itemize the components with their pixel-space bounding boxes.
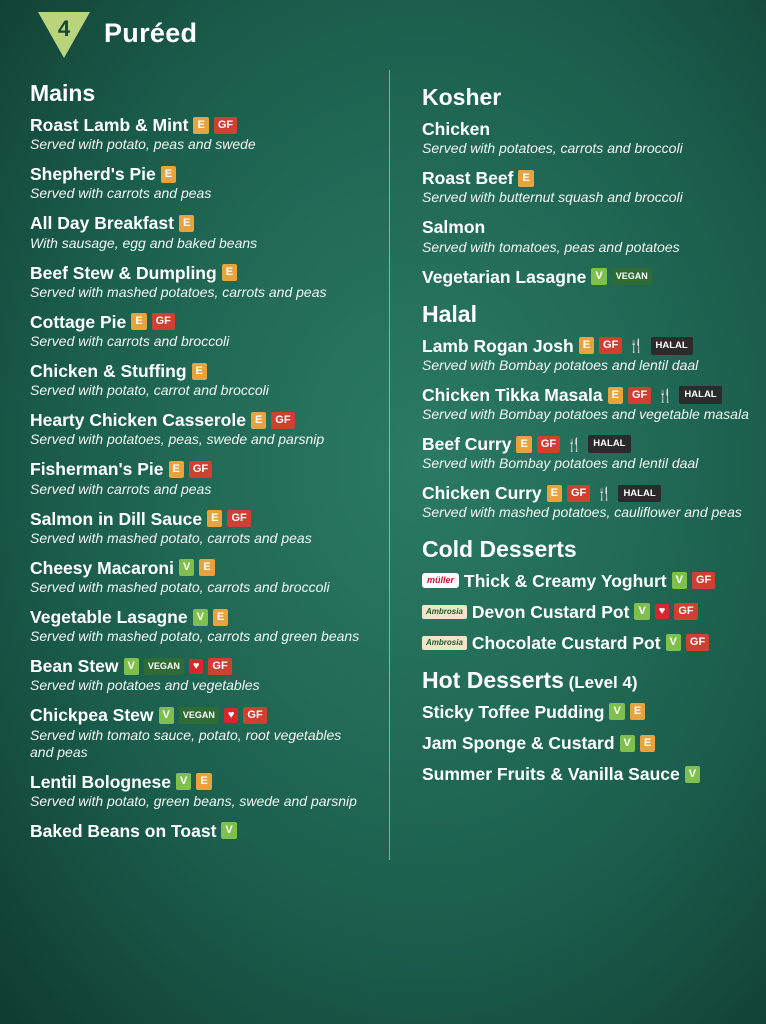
menu-item-description: Served with mashed potato, carrots and green beans [30, 628, 360, 645]
menu-item-name: Chocolate Custard Pot [471, 632, 661, 653]
menu-columns [0, 62, 766, 852]
section-title: Kosher [422, 84, 502, 110]
menu-item-name: Fisherman's Pie [30, 459, 164, 480]
menu-item-description: With sausage, egg and baked beans [30, 234, 258, 251]
menu-item [30, 821, 392, 841]
tag-e: E [518, 170, 533, 187]
tag-e: E [251, 412, 266, 429]
tag-gf: GF [271, 412, 294, 429]
menu-item-name: Chicken Tikka Masala [422, 384, 603, 405]
menu-item-header [30, 656, 392, 676]
menu-item-header [422, 483, 766, 503]
menu-item-header [422, 633, 766, 653]
tag-v: V [666, 634, 681, 651]
menu-item-description: Served with potato, carrot and broccoli [30, 382, 269, 399]
tag-v: V [176, 773, 191, 790]
menu-item [422, 336, 766, 374]
menu-item-header [30, 558, 392, 578]
menu-item-description: Served with mashed potatoes, cauliflower and peas [422, 504, 742, 521]
menu-item-description: Served with butternut squash and broccoli [422, 189, 683, 206]
menu-item-name: Chicken & Stuffing [30, 361, 187, 382]
page-header [0, 0, 766, 62]
menu-item [422, 571, 766, 591]
menu-item-description: Served with carrots and broccoli [30, 332, 230, 349]
menu-item [30, 656, 392, 694]
menu-item-header [422, 733, 766, 753]
section-heading-cold-desserts [422, 536, 766, 563]
menu-item-description: Served with Bombay potatoes and vegetable masala [422, 406, 749, 423]
section-title: Halal [422, 300, 477, 327]
tag-v: V [591, 268, 606, 285]
menu-item-header [30, 821, 392, 841]
tag-e: E [199, 559, 214, 576]
menu-item [422, 483, 766, 521]
tag-gf: GF [567, 485, 590, 502]
menu-item [422, 385, 766, 423]
tag-vegan: VEGAN [612, 268, 652, 285]
menu-item-header [422, 702, 766, 722]
tag-e: E [193, 117, 208, 134]
menu-item-name: Roast Beef [422, 168, 514, 189]
menu-item-name: Chicken Curry [422, 483, 542, 504]
menu-item-description: Served with tomato sauce, potato, root vegetables and peas [30, 726, 342, 760]
menu-item-header [422, 217, 766, 237]
tag-halal: HALAL [651, 337, 693, 355]
tag-gf: GF [599, 337, 622, 354]
menu-item-name: Salmon in Dill Sauce [30, 508, 203, 529]
tag-v: V [193, 609, 208, 626]
menu-item-name: Chicken [422, 119, 491, 139]
menu-item [30, 509, 392, 547]
menu-item-header [30, 213, 392, 233]
tag-gf: GF [628, 387, 651, 404]
menu-item [422, 217, 766, 255]
tag-v: V [634, 603, 649, 620]
menu-item-description: Served with potatoes, carrots and broccoli [422, 140, 683, 157]
tag-e: E [161, 166, 176, 183]
tag-e: E [169, 461, 184, 478]
tag-ambrosia: Ambrosia [422, 636, 467, 650]
menu-item [30, 361, 392, 399]
menu-item-description: Served with potato, peas and swede [30, 136, 256, 153]
tag-e: E [516, 436, 531, 453]
menu-item [30, 263, 392, 301]
menu-item-header [30, 361, 392, 381]
menu-item-header [422, 385, 766, 405]
tag-heart: ♥ [655, 604, 670, 619]
right-column [392, 70, 766, 852]
menu-item-header [30, 607, 392, 627]
menu-item-name: Baked Beans on Toast [30, 820, 217, 841]
menu-item-description: Served with Bombay potatoes and lentil daal [422, 455, 699, 472]
menu-item-header [30, 164, 392, 184]
menu-item-description: Served with potato, green beans, swede and parsnip [30, 792, 357, 809]
tag-halal: HALAL [679, 386, 721, 404]
menu-item [30, 607, 392, 645]
tag-gf: GF [243, 707, 266, 724]
tag-e: E [608, 387, 623, 404]
menu-item [422, 733, 766, 753]
menu-item-header [30, 410, 392, 430]
menu-item-name: Beef Curry [422, 434, 512, 455]
menu-item [30, 213, 392, 251]
tag-gf: GF [686, 634, 709, 651]
section-heading-mains [30, 80, 392, 107]
section-title: Cold Desserts [422, 535, 577, 562]
menu-item [30, 459, 392, 497]
menu-item-header [422, 764, 766, 784]
tag-gf: GF [208, 658, 231, 675]
menu-item [422, 267, 766, 287]
menu-item-description: Served with carrots and peas [30, 185, 212, 202]
tag-gf: GF [537, 436, 560, 453]
section-title: Hot Desserts [422, 666, 564, 693]
tag-v: V [124, 658, 139, 675]
tag-e: E [579, 337, 594, 354]
menu-item-name: Vegetable Lasagne [30, 607, 188, 628]
menu-item-description: Served with potatoes and vegetables [30, 677, 260, 694]
menu-item [422, 119, 766, 157]
menu-item-name: Cheesy Macaroni [30, 557, 174, 578]
menu-item [422, 702, 766, 722]
tag-gf: GF [214, 117, 237, 134]
menu-item-header [422, 267, 766, 287]
menu-item-description: Served with mashed potatoes, carrots and peas [30, 283, 327, 300]
menu-item [30, 772, 392, 810]
section-heading-hot-desserts [422, 667, 766, 694]
menu-item [30, 410, 392, 448]
tag-e: E [131, 313, 146, 330]
menu-item-name: Bean Stew [30, 656, 119, 677]
menu-item-name: Shepherd's Pie [30, 164, 156, 185]
menu-item [30, 115, 392, 153]
menu-item-name: Jam Sponge & Custard [422, 733, 615, 754]
menu-item-name: All Day Breakfast [30, 213, 174, 234]
menu-item-header [422, 336, 766, 356]
tag-muller: müller [422, 573, 459, 588]
menu-item-header [422, 571, 766, 591]
menu-item-name: Hearty Chicken Casserole [30, 410, 246, 431]
page-title: Puréed [104, 17, 198, 48]
menu-item-name: Vegetarian Lasagne [422, 266, 587, 287]
menu-item-name: Salmon [422, 217, 486, 238]
tag-v: V [672, 572, 687, 589]
level-badge [38, 12, 90, 58]
tag-gf: GF [152, 313, 175, 330]
tag-fork: 🍴 [657, 387, 674, 403]
tag-vegan: VEGAN [179, 707, 219, 724]
tag-fork: 🍴 [566, 436, 583, 452]
tag-gf: GF [674, 603, 697, 620]
menu-item [422, 764, 766, 784]
tag-v: V [609, 703, 624, 720]
menu-item-header [30, 772, 392, 792]
tag-ambrosia: Ambrosia [422, 605, 467, 619]
menu-item-header [30, 459, 392, 479]
section-heading-kosher [422, 84, 766, 111]
menu-item-name: Summer Fruits & Vanilla Sauce [422, 764, 680, 785]
section-title: Mains [30, 80, 96, 106]
column-divider [389, 70, 390, 860]
tag-e: E [196, 773, 211, 790]
menu-item-name: Beef Stew & Dumpling [30, 262, 217, 283]
menu-item-header [422, 119, 766, 139]
menu-item-name: Devon Custard Pot [471, 601, 630, 622]
menu-item-description: Served with mashed potato, carrots and broccoli [30, 578, 330, 595]
tag-e: E [179, 215, 194, 232]
tag-e: E [640, 735, 655, 752]
menu-item-header [30, 115, 392, 135]
menu-item-header [30, 312, 392, 332]
menu-item-header [30, 705, 392, 725]
menu-item [422, 633, 766, 653]
menu-item-description: Served with carrots and peas [30, 480, 212, 497]
menu-item [422, 168, 766, 206]
menu-item-header [30, 263, 392, 283]
menu-item [30, 558, 392, 596]
tag-e: E [207, 510, 222, 527]
menu-item-name: Lentil Bolognese [30, 771, 171, 792]
menu-item [30, 705, 392, 760]
menu-item-name: Roast Lamb & Mint [30, 115, 189, 135]
tag-heart: ♥ [224, 708, 239, 723]
menu-item-description: Served with mashed potato, carrots and peas [30, 529, 312, 546]
tag-v: V [179, 559, 194, 576]
menu-item [30, 164, 392, 202]
tag-v: V [685, 766, 700, 783]
menu-item-name: Thick & Creamy Yoghurt [464, 570, 667, 591]
section-subtitle: (Level 4) [563, 672, 638, 692]
tag-v: V [221, 822, 236, 839]
tag-halal: HALAL [618, 485, 660, 503]
tag-heart: ♥ [189, 659, 204, 674]
tag-gf: GF [189, 461, 212, 478]
tag-fork: 🍴 [596, 485, 613, 501]
tag-e: E [213, 609, 228, 626]
tag-e: E [630, 703, 645, 720]
tag-e: E [547, 485, 562, 502]
menu-item-description: Served with tomatoes, peas and potatoes [422, 238, 680, 255]
tag-vegan: VEGAN [144, 658, 184, 675]
menu-item [422, 602, 766, 622]
menu-item [30, 312, 392, 350]
menu-item-description: Served with Bombay potatoes and lentil daal [422, 356, 699, 373]
menu-item-name: Lamb Rogan Josh [422, 335, 574, 356]
tag-e: E [192, 363, 207, 380]
menu-item-name: Cottage Pie [30, 311, 127, 332]
menu-item-header [422, 168, 766, 188]
left-column [0, 70, 392, 852]
menu-item [422, 434, 766, 472]
tag-v: V [620, 735, 635, 752]
menu-item-header [30, 509, 392, 529]
menu-item-name: Sticky Toffee Pudding [422, 701, 605, 722]
menu-item-description: Served with potatoes, peas, swede and parsnip [30, 431, 325, 448]
tag-gf: GF [692, 572, 715, 589]
tag-fork: 🍴 [628, 338, 645, 354]
tag-e: E [222, 264, 237, 281]
menu-item-name: Chickpea Stew [30, 705, 154, 726]
level-number: 4 [57, 16, 71, 41]
menu-item-header [422, 434, 766, 454]
menu-item-header [422, 602, 766, 622]
tag-v: V [159, 707, 174, 724]
tag-gf: GF [227, 510, 250, 527]
section-heading-halal [422, 301, 766, 328]
tag-halal: HALAL [588, 435, 630, 453]
